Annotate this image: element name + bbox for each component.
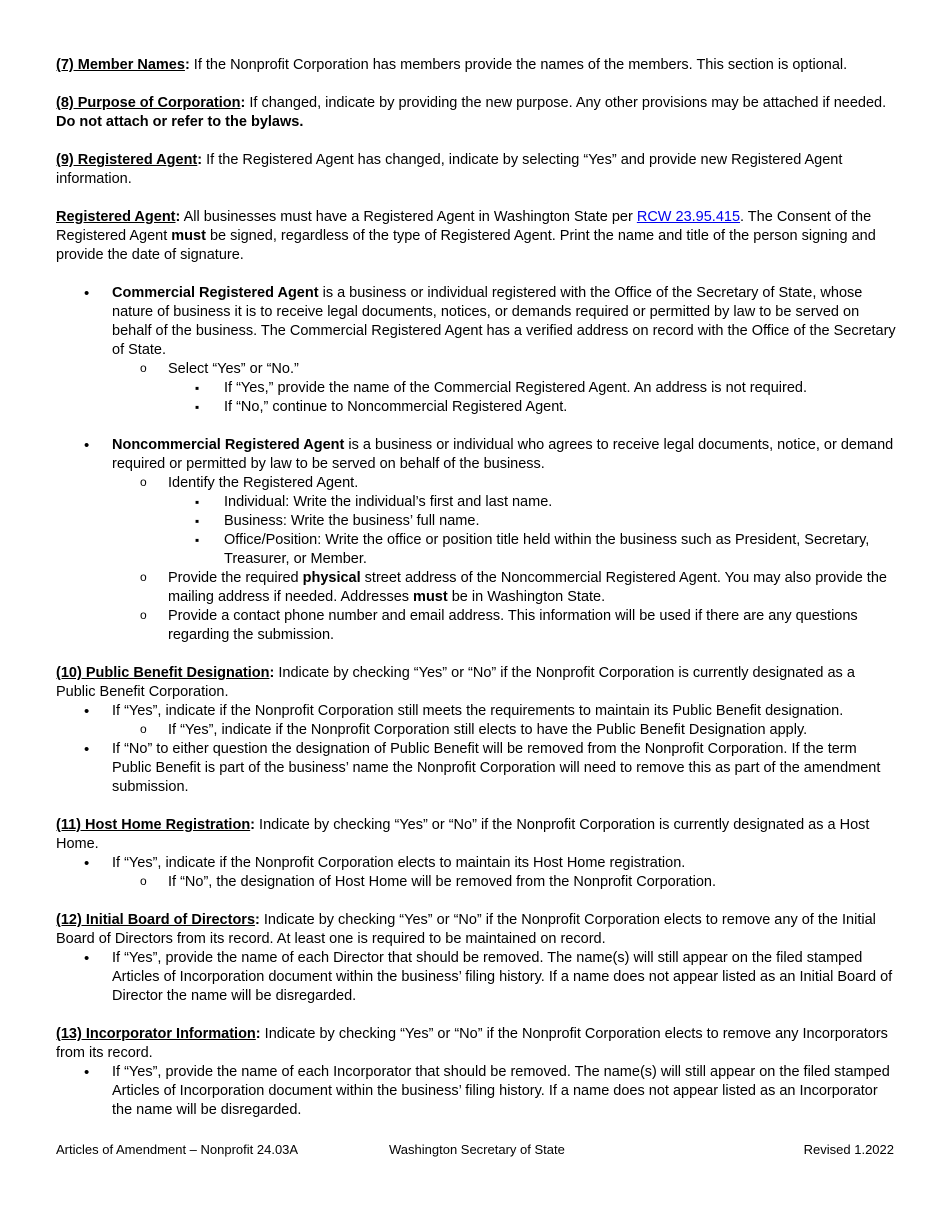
section-heading: (8) Purpose of Corporation <box>56 95 241 111</box>
list-item: • If “Yes”, provide the name of each Incorporator that should be removed. The name(s) will still appear on the filed stamped Articles of Incorporation document within the business’ filing history. If a name does not appear listed as an Incorporator the name will be disregarded. <box>56 1063 898 1120</box>
list-item: o Provide a contact phone number and email address. This information will be used if there are any questions regarding the submission. <box>112 607 898 645</box>
list-item: ▪ Individual: Write the individual’s first and last name. <box>168 493 898 512</box>
section-heading: (13) Incorporator Information <box>56 1026 256 1042</box>
section-member-names: (7) Member Names: If the Nonprofit Corporation has members provide the names of the members. This section is optional. <box>56 57 848 73</box>
footer-revision: Revised 1.2022 <box>803 1142 894 1157</box>
list-item: o Identify the Registered Agent. ▪ Individual: Write the individual’s first and last name. ▪ Business: Write the business’ full name. ▪ Office/Position: Write the office or position title held within the business such as President, Secretary, Treasurer, or Member. <box>112 474 898 569</box>
list-item: • If “Yes”, indicate if the Nonprofit Corporation still meets the requirements to maintain its Public Benefit designation. o If “Yes”, indicate if the Nonprofit Corporation still elects to have the Public Benefit Designation apply. <box>56 702 898 740</box>
section-heading: (11) Host Home Registration <box>56 817 251 833</box>
list-item-commercial: • Commercial Registered Agent is a business or individual registered with the Office of the Secretary of State, whose nature of business it is to receive legal documents, notices, or demands required or permitted by law to be served on behalf of the business. The Commercial Registered Agent has a verified address on record with the Office of the Secretary of State. o Select “Yes” or “No.” ▪ If “Yes,” provide the name of the Commercial Registered Agent. An address is not required. ▪ If “No,” continue to Noncommercial Registered Agent. <box>56 284 898 417</box>
section-heading: (12) Initial Board of Directors <box>56 912 256 928</box>
section-public-benefit: (10) Public Benefit Designation: Indicate by checking “Yes” or “No” if the Nonprofit Corporation is currently designated as a Public Benefit Corporation. • If “Yes”, indicate if the Nonprofit Corporation still meets the requirements to maintain its Public Benefit designation. o If “Yes”, indicate if the Nonprofit Corporation still elects to have the Public Benefit Designation apply. • If “No” to either question the designation of Public Benefit will be removed from the Nonprofit Corporation. If the term Public Benefit is part of the business’ name the Nonprofit Corporation will need to remove this as part of the amendment submission. <box>56 664 898 797</box>
section-text: If changed, indicate by providing the new purpose. Any other provisions may be attached if needed. <box>245 95 887 111</box>
list-item: o If “Yes”, indicate if the Nonprofit Corporation still elects to have the Public Benefit Designation apply. <box>112 721 898 740</box>
list-item: • If “Yes”, indicate if the Nonprofit Corporation elects to maintain its Host Home registration. o If “No”, the designation of Host Home will be removed from the Nonprofit Corporation. <box>56 854 898 892</box>
footer-form-name: Articles of Amendment – Nonprofit 24.03A <box>56 1142 299 1157</box>
list-item: o Select “Yes” or “No.” ▪ If “Yes,” provide the name of the Commercial Registered Agent. An address is not required. ▪ If “No,” continue to Noncommercial Registered Agent. <box>112 360 898 417</box>
page-footer <box>56 1140 894 1159</box>
section-heading: (10) Public Benefit Designation <box>56 665 270 681</box>
section-initial-board: (12) Initial Board of Directors: Indicate by checking “Yes” or “No” if the Nonprofit Corporation elects to remove any of the Initial Board of Directors from its record. At least one is required to be maintained on record. • If “Yes”, provide the name of each Director that should be removed. The name(s) will still appear on the filed stamped Articles of Incorporation document within the business’ filing history. If a name does not appear listed as an Initial Board of Director the name will be disregarded. <box>56 911 898 1006</box>
section-registered-agent: Registered Agent: All businesses must have a Registered Agent in Washington State per RCW 23.95.415. The Consent of the Registered Agent must be signed, regardless of the type of Registered Agent. Print the name and title of the person signing and provide the date of signature. <box>56 209 876 263</box>
bold-note: Do not attach or refer to the bylaws. <box>56 114 304 130</box>
section-purpose: (8) Purpose of Corporation: If changed, indicate by providing the new purpose. Any other provisions may be attached if needed. Do not attach or refer to the bylaws. <box>56 95 887 130</box>
list-item-noncommercial: • Noncommercial Registered Agent is a business or individual who agrees to receive legal documents, notice, or demand required or permitted by law to be served on behalf of the business. o Identify the Registered Agent. ▪ Individual: Write the individual’s first and last name. ▪ Business: Write the business’ full name. ▪ Office/Position: Write the office or position title held within the business such as President, Secretary, Treasurer, or Member. o Provide the required physical street address of the Noncommercial Registered Agent. You may also provide the mailing address if needed. Addresses must be in Washington State. o Provide a contact phone number and email address. This information will be used if there are any questions regarding the submission. <box>56 436 898 645</box>
footer-agency: Washington Secretary of State <box>389 1142 565 1157</box>
list-item: o If “No”, the designation of Host Home will be removed from the Nonprofit Corporation. <box>112 873 898 892</box>
section-heading: Registered Agent <box>56 209 176 225</box>
section-text: If the Nonprofit Corporation has members provide the names of the members. This section is optional. <box>189 57 848 73</box>
section-host-home: (11) Host Home Registration: Indicate by checking “Yes” or “No” if the Nonprofit Corporation is currently designated as a Host Home. • If “Yes”, indicate if the Nonprofit Corporation elects to maintain its Host Home registration. o If “No”, the designation of Host Home will be removed from the Nonprofit Corporation. <box>56 816 898 892</box>
list-item: ▪ Office/Position: Write the office or position title held within the business such as President, Secretary, Treasurer, or Member. <box>168 531 898 569</box>
list-item: o Provide the required physical street address of the Noncommercial Registered Agent. You may also provide the mailing address if needed. Addresses must be in Washington State. <box>112 569 898 607</box>
list-item: ▪ If “Yes,” provide the name of the Commercial Registered Agent. An address is not required. <box>168 379 898 398</box>
list-item: • If “Yes”, provide the name of each Director that should be removed. The name(s) will still appear on the filed stamped Articles of Incorporation document within the business’ filing history. If a name does not appear listed as an Initial Board of Director the name will be disregarded. <box>56 949 898 1006</box>
section-text: If the Registered Agent has changed, indicate by selecting “Yes” and provide new Registered Agent information. <box>56 152 843 187</box>
list-item: ▪ Business: Write the business’ full name. <box>168 512 898 531</box>
list-item: • If “No” to either question the designation of Public Benefit will be removed from the Nonprofit Corporation. If the term Public Benefit is part of the business’ name the Nonprofit Corporation will need to remove this as part of the amendment submission. <box>56 740 898 797</box>
list-item: ▪ If “No,” continue to Noncommercial Registered Agent. <box>168 398 898 417</box>
section-heading: (7) Member Names <box>56 57 185 73</box>
rcw-link[interactable]: RCW 23.95.415 <box>636 209 741 225</box>
section-registered-agent-change: (9) Registered Agent: If the Registered Agent has changed, indicate by selecting “Yes” and provide new Registered Agent information. <box>56 152 843 187</box>
document-page <box>56 56 898 1139</box>
section-incorporator: (13) Incorporator Information: Indicate by checking “Yes” or “No” if the Nonprofit Corporation elects to remove any Incorporators from its record. • If “Yes”, provide the name of each Incorporator that should be removed. The name(s) will still appear on the filed stamped Articles of Incorporation document within the business’ filing history. If a name does not appear listed as an Incorporator the name will be disregarded. <box>56 1025 898 1120</box>
registered-agent-list <box>56 284 898 645</box>
section-heading: (9) Registered Agent <box>56 152 198 168</box>
